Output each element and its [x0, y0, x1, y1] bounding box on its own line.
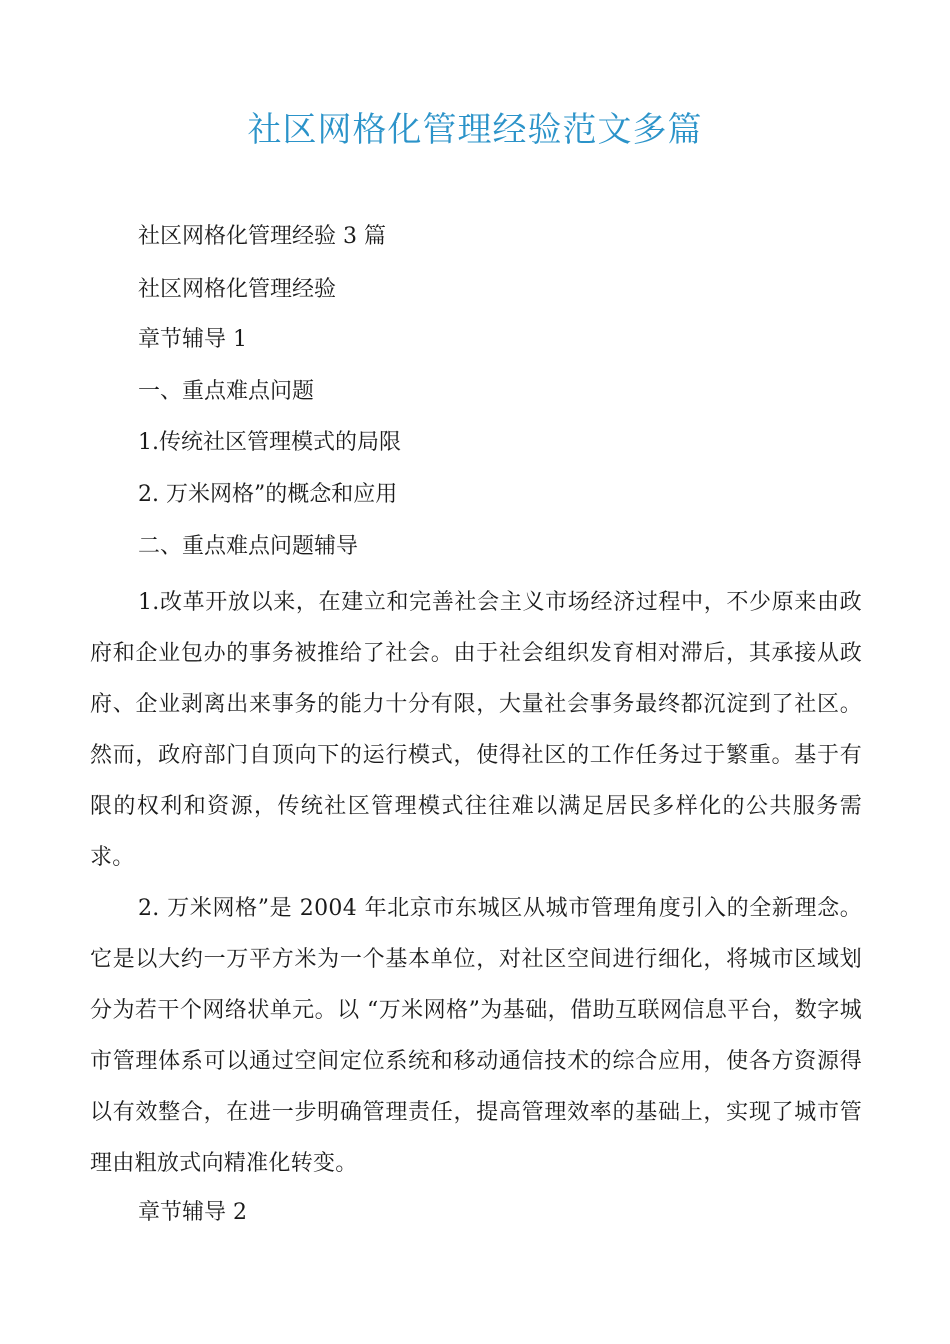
section-heading: 社区网格化管理经验	[138, 277, 337, 302]
issue-item-1: 1.传统社区管理模式的局限	[138, 430, 401, 455]
body-paragraph-2: 2. 万米网格”是 2004 年北京市东城区从城市管理角度引入的全新理念。它是以大约一万平方米为一个基本单位，对社区空间进行细化，将城市区域划分为若干个网络状单元。以 “万米网格”为基础，借助互联网信息平台，数字城市管理体系可以通过空间定位系统和移动通信技术的综合应用，使各方资源得以有效整合，在进一步明确管理责任，提高管理效率的基础上，实现了城市管理由粗放式向精准化转变。	[90, 896, 862, 1176]
key-issues-heading: 一、重点难点问题	[138, 379, 315, 404]
body-paragraph-1: 1.改革开放以来，在建立和完善社会主义市场经济过程中，不少原来由政府和企业包办的事务被推给了社会。由于社会组织发育相对滞后，其承接从政府、企业剥离出来事务的能力十分有限，大量社会事务最终都沉淀到了社区。然而，政府部门自顶向下的运行模式，使得社区的工作任务过于繁重。基于有限的权利和资源，传统社区管理模式往往难以满足居民多样化的公共服务需求。	[90, 590, 862, 870]
issue-item-2: 2. 万米网格”的概念和应用	[138, 482, 398, 507]
document-title: 社区网格化管理经验范文多篇	[247, 110, 703, 150]
chapter-guide-2: 章节辅导 2	[138, 1200, 247, 1225]
guidance-heading: 二、重点难点问题辅导	[138, 534, 359, 559]
chapter-guide-1: 章节辅导 1	[138, 327, 247, 352]
subtitle-line: 社区网格化管理经验 3 篇	[138, 224, 386, 249]
